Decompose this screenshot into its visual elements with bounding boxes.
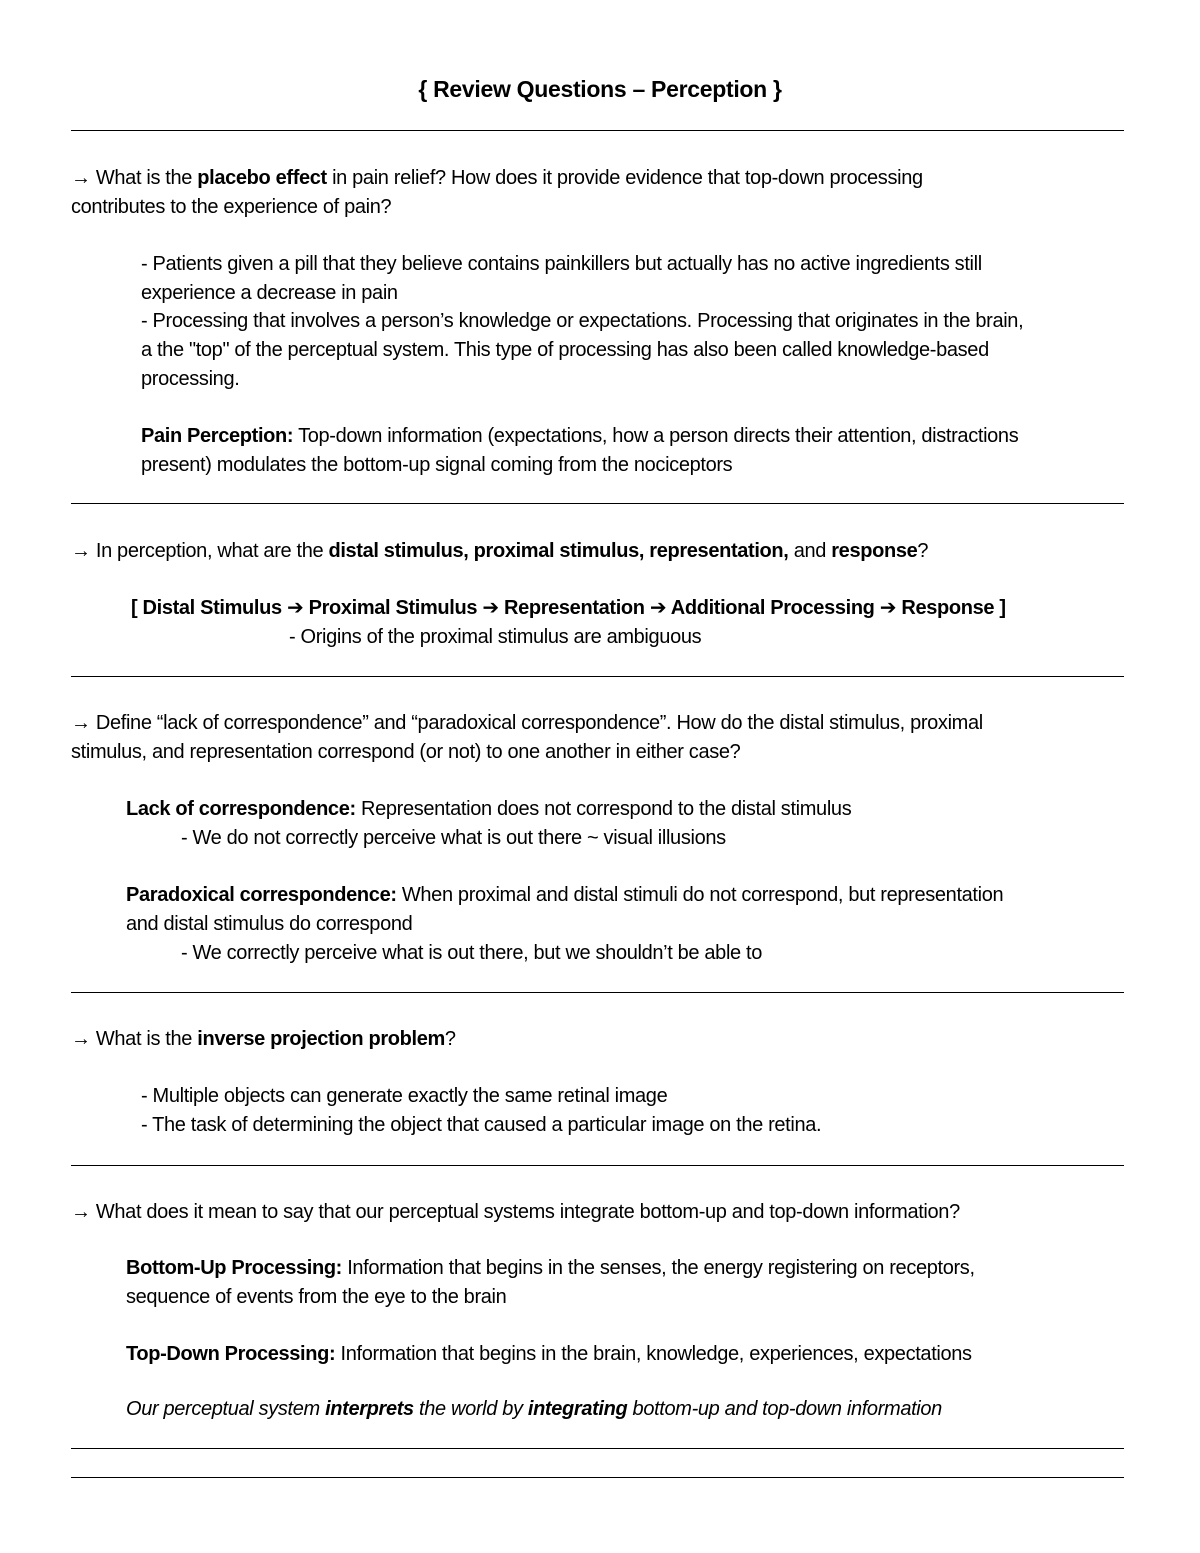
- question-placebo: → What is the placebo effect in pain relief? How does it provide evidence that top-down processing: [71, 167, 923, 189]
- top-down-definition: Top-Down Processing: Information that begins in the brain, knowledge, experiences, expectations: [126, 1343, 972, 1365]
- flow-note: - Origins of the proximal stimulus are ambiguous: [289, 626, 702, 648]
- bold-arrow-icon: ➔: [286, 597, 304, 619]
- bottom-up-definition: Bottom-Up Processing: Information that begins in the senses, the energy registering on receptors,: [126, 1257, 975, 1279]
- bold-arrow-icon: ➔: [482, 597, 499, 619]
- divider: [71, 1448, 1124, 1449]
- page-title: { Review Questions – Perception }: [418, 76, 782, 102]
- answer-line: - Patients given a pill that they believe contains painkillers but actually has no active ingredients still: [141, 253, 982, 275]
- arrow-icon: →: [71, 1201, 91, 1223]
- arrow-icon: →: [71, 712, 91, 734]
- bold-arrow-icon: ➔: [879, 597, 897, 619]
- answer-line: processing.: [141, 368, 240, 390]
- pain-perception-definition-line2: present) modulates the bottom-up signal coming from the nociceptors: [141, 454, 733, 476]
- arrow-icon: →: [71, 167, 91, 189]
- divider: [71, 1165, 1124, 1166]
- lack-of-correspondence-note: - We do not correctly perceive what is out there ~ visual illusions: [181, 827, 726, 849]
- answer-line: experience a decrease in pain: [141, 282, 398, 304]
- perception-flow: [ Distal Stimulus ➔ Proximal Stimulus ➔ Representation ➔ Additional Processing ➔ Response ]: [131, 597, 1006, 619]
- lack-of-correspondence-definition: Lack of correspondence: Representation does not correspond to the distal stimulus: [126, 798, 852, 820]
- divider: [71, 130, 1124, 131]
- answer-line: - Processing that involves a person’s knowledge or expectations. Processing that originates in the brain,: [141, 310, 1024, 332]
- question-correspondence: → Define “lack of correspondence” and “paradoxical correspondence”. How do the distal stimulus, proximal: [71, 712, 983, 734]
- arrow-icon: →: [71, 540, 91, 562]
- paradoxical-correspondence-note: - We correctly perceive what is out there, but we shouldn’t be able to: [181, 942, 762, 964]
- pain-perception-definition: Pain Perception: Top-down information (expectations, how a person directs their attention, distractions: [141, 425, 1019, 447]
- question-placebo-line2: contributes to the experience of pain?: [71, 196, 392, 218]
- divider: [71, 992, 1124, 993]
- bold-arrow-icon: ➔: [649, 597, 667, 619]
- divider: [71, 503, 1124, 504]
- paradoxical-correspondence-definition: Paradoxical correspondence: When proximal and distal stimuli do not correspond, but representation: [126, 884, 1004, 906]
- divider: [71, 676, 1124, 677]
- paradoxical-correspondence-definition-line2: and distal stimulus do correspond: [126, 913, 413, 935]
- divider: [71, 1477, 1124, 1478]
- question-inverse-projection: → What is the inverse projection problem?: [71, 1028, 456, 1050]
- question-integration: → What does it mean to say that our perceptual systems integrate bottom-up and top-down information?: [71, 1201, 960, 1223]
- question-stimulus: → In perception, what are the distal stimulus, proximal stimulus, representation, and response?: [71, 540, 929, 562]
- arrow-icon: →: [71, 1028, 91, 1050]
- bottom-up-definition-line2: sequence of events from the eye to the brain: [126, 1286, 507, 1308]
- answer-line: - Multiple objects can generate exactly the same retinal image: [141, 1085, 668, 1107]
- answer-line: a the "top" of the perceptual system. This type of processing has also been called knowledge-based: [141, 339, 989, 361]
- answer-line: - The task of determining the object that caused a particular image on the retina.: [141, 1114, 822, 1136]
- question-correspondence-line2: stimulus, and representation correspond (or not) to one another in either case?: [71, 741, 741, 763]
- summary-statement: Our perceptual system interprets the world by integrating bottom-up and top-down information: [126, 1398, 942, 1420]
